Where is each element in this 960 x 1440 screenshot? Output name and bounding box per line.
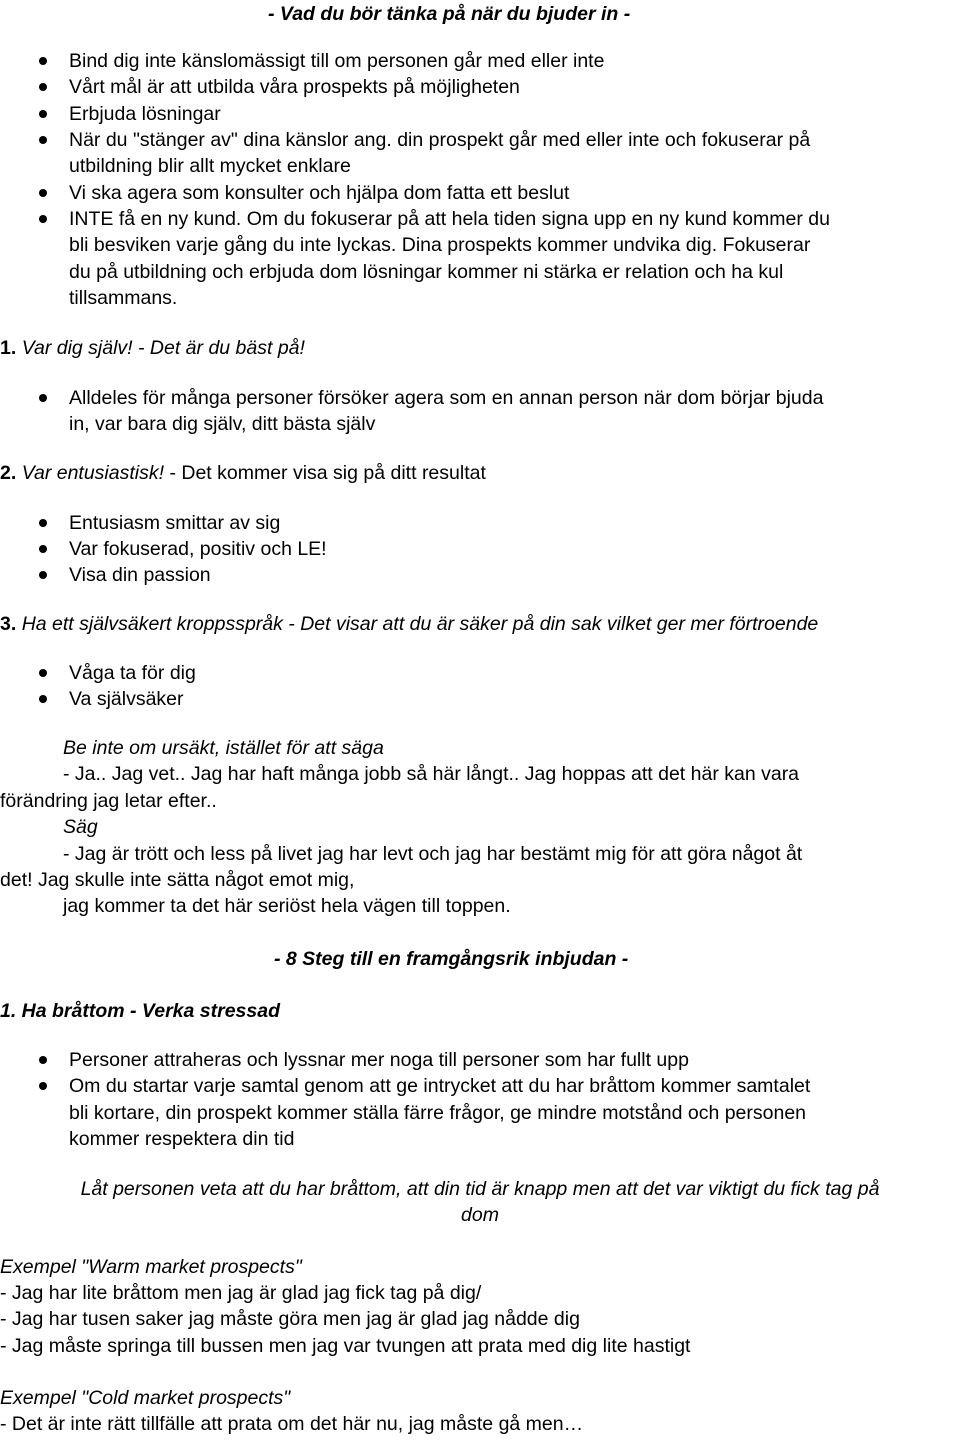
list-item: Va självsäker (69, 688, 184, 710)
say-text: - Jag är trött och less på livet jag har levt och jag har bestämt mig för att göra något åt (63, 843, 803, 865)
cold-example-line: - Det är inte rätt tillfälle att prata om det här nu, jag måste gå men… (0, 1413, 584, 1435)
list-item: Om du startar varje samtal genom att ge intrycket att du har bråttom kommer samtalet (69, 1075, 811, 1097)
say-text-cont: det! Jag skulle inte sätta något emot mig, (0, 869, 355, 891)
list-item: Vi ska agera som konsulter och hjälpa dom fatta ett beslut (69, 182, 570, 204)
say-label: Säg (63, 816, 98, 838)
list-item: Entusiasm smittar av sig (69, 512, 281, 534)
bullet-dot (39, 394, 47, 402)
bullet-dot (39, 110, 47, 118)
bullet-dot (39, 189, 47, 197)
warm-example-line: - Jag har lite bråttom men jag är glad jag fick tag på dig/ (0, 1282, 482, 1304)
bullet-dot (39, 1056, 47, 1064)
list-item-cont: utbildning blir allt mycket enklare (69, 155, 351, 177)
step-1-heading: 1. Ha bråttom - Verka stressad (0, 1000, 280, 1022)
bullet-dot (39, 136, 47, 144)
list-item: Erbjuda lösningar (69, 103, 221, 125)
list-item-cont: bli besviken varje gång du inte lyckas. Dina prospekts kommer undvika dig. Fokuserar (69, 234, 811, 256)
point-1-number: 1. (0, 337, 17, 359)
warm-example-label: Exempel "Warm market prospects" (0, 1256, 302, 1278)
cold-example-label: Exempel "Cold market prospects" (0, 1387, 291, 1409)
list-item-cont: in, var bara dig själv, ditt bästa själv (69, 413, 376, 435)
bullet-dot (39, 669, 47, 677)
list-item-cont: du på utbildning och erbjuda dom lösningar kommer ni stärka er relation och ha kul (69, 261, 784, 283)
note-line-cont: dom (461, 1204, 499, 1226)
point-1-title: Var dig själv! - Det är du bäst på! (21, 337, 305, 359)
bullet-dot (39, 57, 47, 65)
list-item: Var fokuserad, positiv och LE! (69, 538, 327, 560)
note-line: Låt personen veta att du har bråttom, att din tid är knapp men att det var viktigt du fick tag på (80, 1178, 880, 1200)
list-item: Bind dig inte känslomässigt till om personen går med eller inte (69, 50, 605, 72)
warm-example-line: - Jag måste springa till bussen men jag var tvungen att prata med dig lite hastigt (0, 1335, 691, 1357)
list-item-cont: kommer respektera din tid (69, 1128, 295, 1150)
list-item: När du "stänger av" dina känslor ang. din prospekt går med eller inte och fokuserar på (69, 129, 811, 151)
point-3-number: 3. (0, 613, 17, 635)
bullet-dot (39, 1082, 47, 1090)
bullet-dot (39, 545, 47, 553)
list-item-cont: bli kortare, din prospekt kommer ställa färre frågor, ge mindre motstånd och personen (69, 1102, 807, 1124)
list-item: INTE få en ny kund. Om du fokuserar på att hela tiden signa upp en ny kund kommer du (69, 208, 830, 230)
point-2-heading (0, 460, 486, 486)
list-item: Våga ta för dig (69, 662, 196, 684)
list-item: Personer attraheras och lyssnar mer noga till personer som har fullt upp (69, 1049, 689, 1071)
section-title: - Vad du bör tänka på när du bjuder in - (268, 3, 631, 25)
say-text-cont: jag kommer ta det här seriöst hela vägen till toppen. (63, 895, 511, 917)
list-item: Alldeles för många personer försöker agera som en annan person när dom börjar bjuda (69, 387, 824, 409)
list-item: Vårt mål är att utbilda våra prospekts på möjligheten (69, 76, 520, 98)
section-2-title: - 8 Steg till en framgångsrik inbjudan - (274, 948, 629, 970)
warm-example-line: - Jag har tusen saker jag måste göra men jag är glad jag nådde dig (0, 1308, 580, 1330)
avoid-text: - Ja.. Jag vet.. Jag har haft många jobb så här långt.. Jag hoppas att det här kan vara (63, 763, 800, 785)
point-3-heading (0, 611, 818, 637)
point-2-number: 2. (0, 462, 17, 484)
point-2-subtitle: - Det kommer visa sig på ditt resultat (164, 462, 486, 484)
bullet-dot (39, 215, 47, 223)
bullet-dot (39, 695, 47, 703)
avoid-label: Be inte om ursäkt, istället för att säga (63, 737, 384, 759)
bullet-dot (39, 519, 47, 527)
list-item: Visa din passion (69, 564, 211, 586)
list-item-cont: tillsammans. (69, 287, 178, 309)
point-1-heading (0, 335, 305, 361)
point-3-title: Ha ett självsäkert kroppsspråk - Det visar att du är säker på din sak vilket ger mer förtroende (21, 613, 819, 635)
point-2-title: Var entusiastisk! (21, 462, 165, 484)
avoid-text-cont: förändring jag letar efter.. (0, 790, 217, 812)
bullet-dot (39, 83, 47, 91)
bullet-dot (39, 571, 47, 579)
